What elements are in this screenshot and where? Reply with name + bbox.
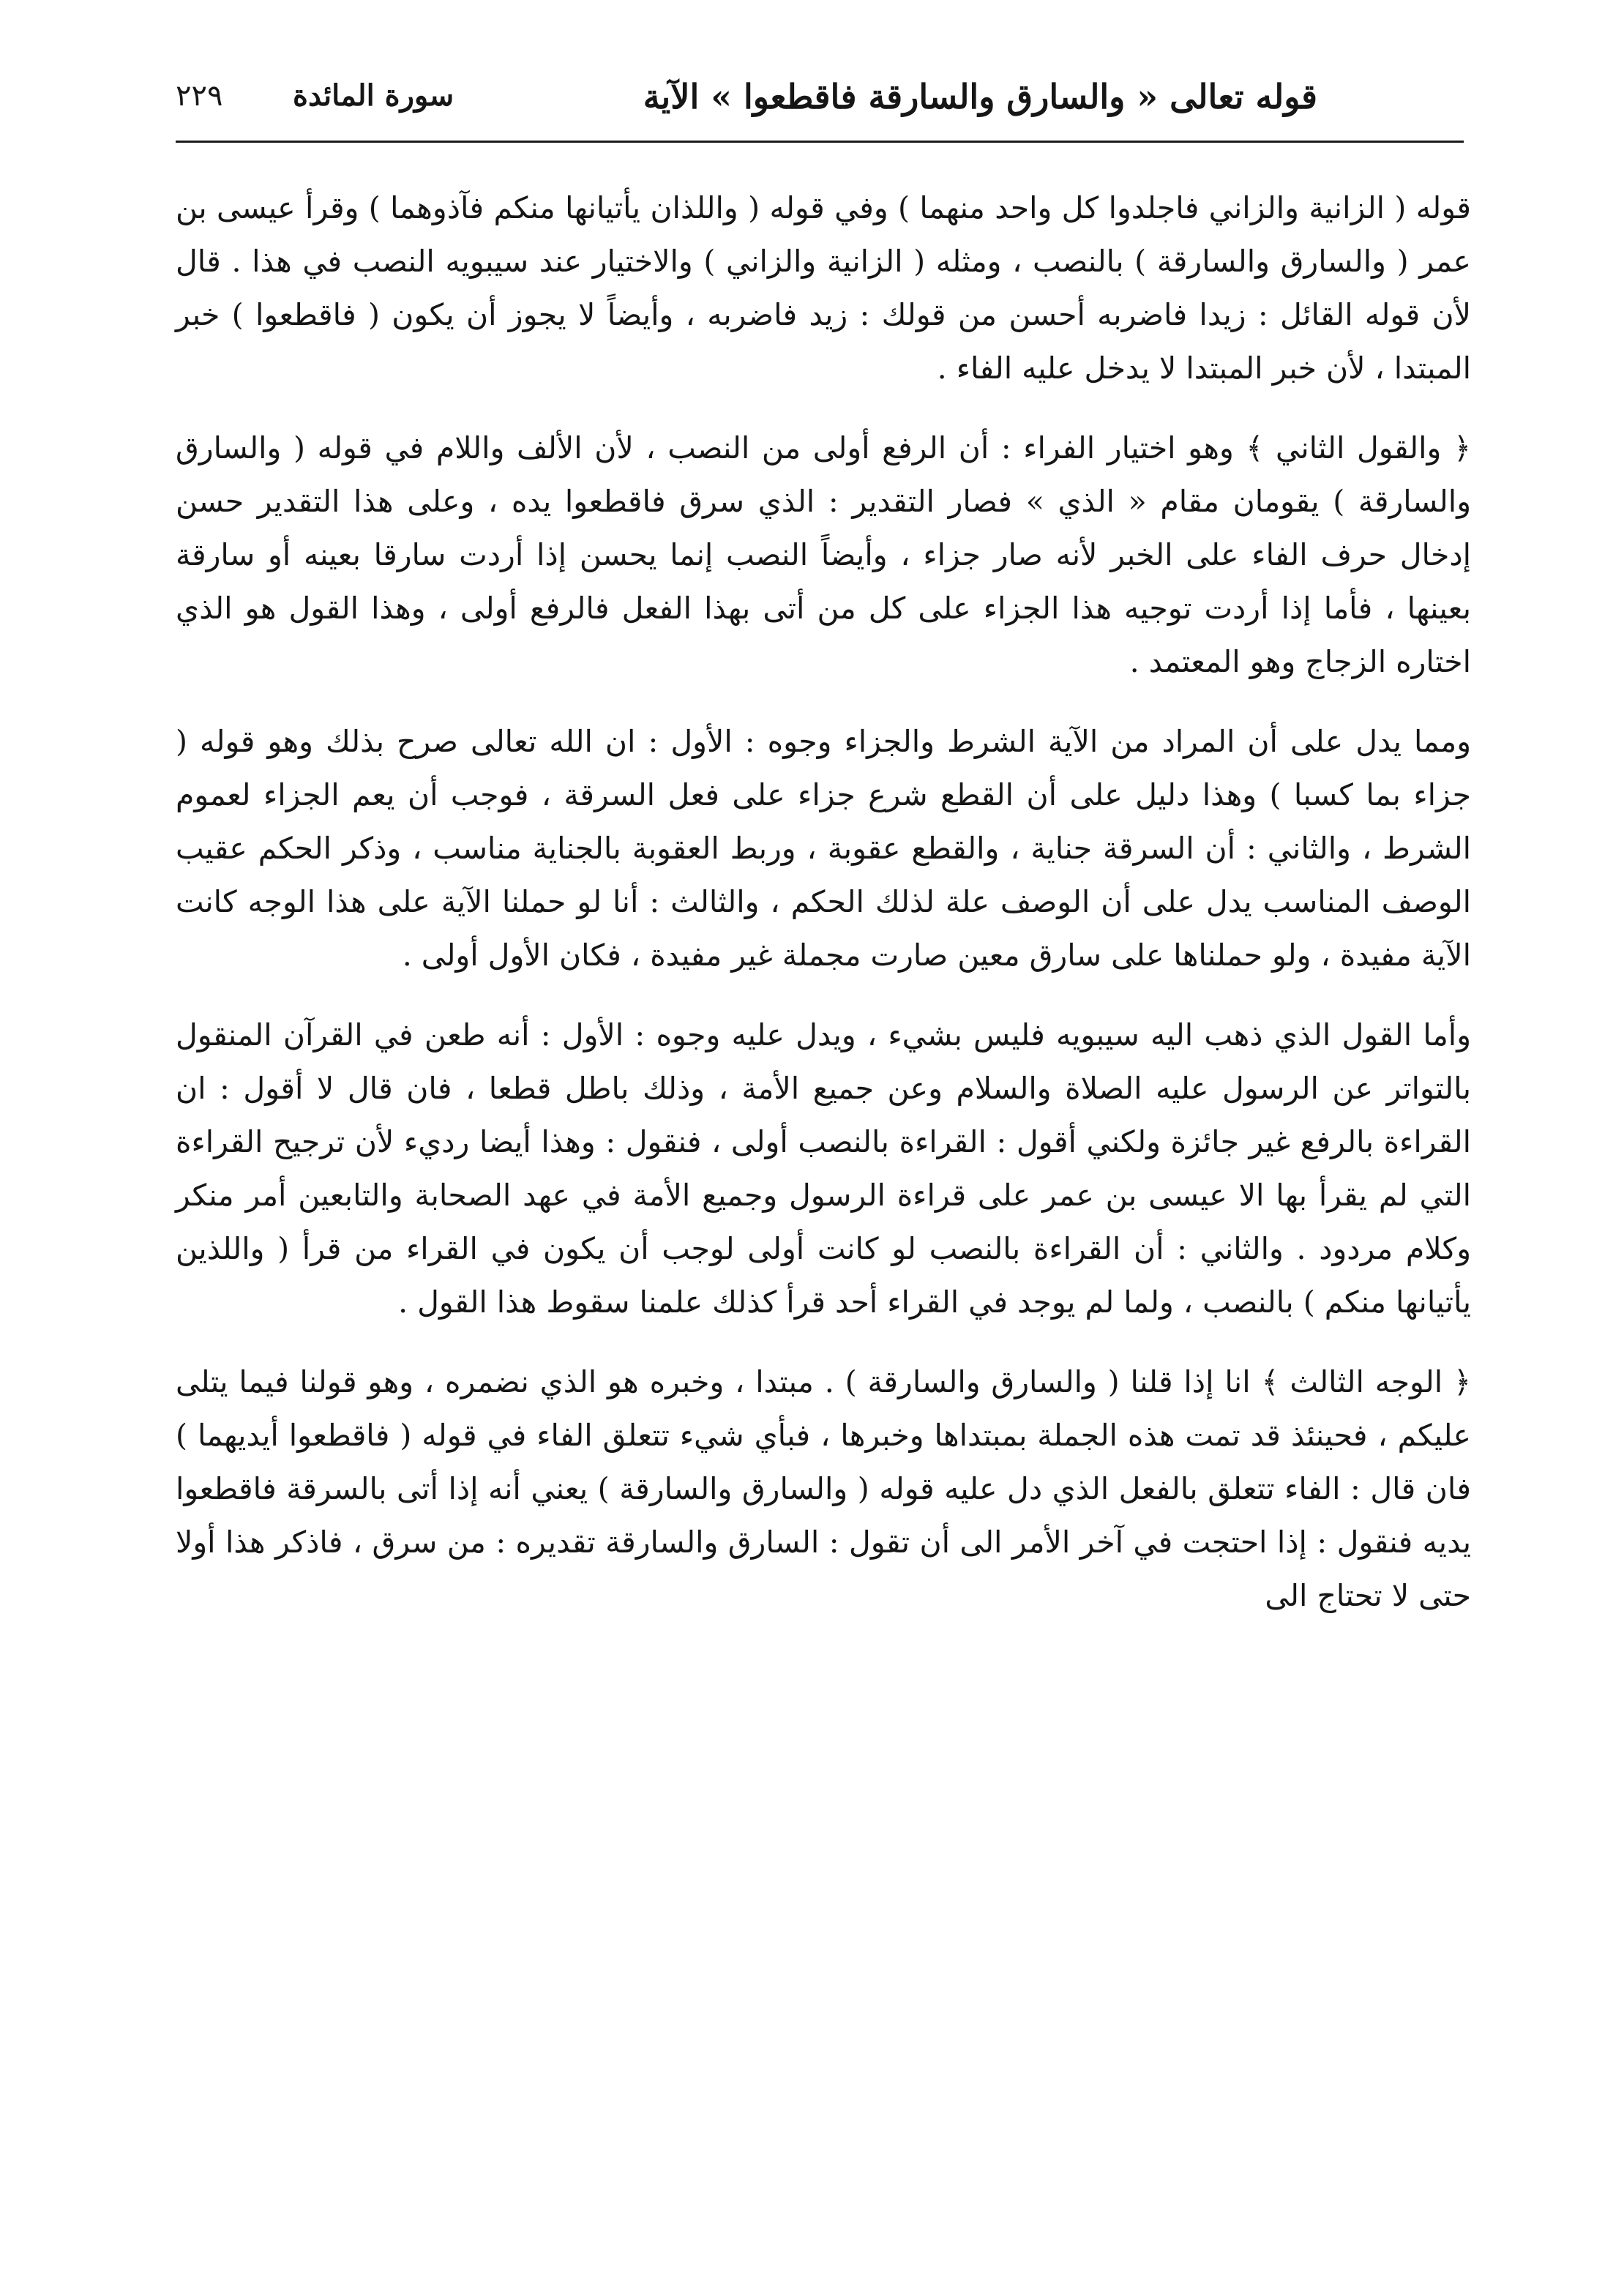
page-number: ٢٢٩ <box>176 79 223 113</box>
paragraph-5: ﴿ الوجه الثالث ﴾ انا إذا قلنا ( والسارق والسارقة ) . مبتدا ، وخبره هو الذي نضمره ، وهو قولنا فيما يتلى عليكم ، فحينئذ قد تمت هذه الجملة بمبتداها وخبرها ، فبأي شيء تتعلق الفاء في قوله ( فاقطعوا أيديهما ) فان قال : الفاء تتعلق بالفعل الذي دل عليه قوله ( والسارق والسارقة ) يعني أنه إذا أتى بالسرقة فاقطعوا يديه فنقول : إذا احتجت في آخر الأمر الى أن تقول : السارق والسارقة تقديره : من سرق ، فاذكر هذا أولا حتى لا تحتاج الى <box>176 1364 1471 1613</box>
surah-name: سورة المائدة <box>293 78 454 113</box>
paragraph-3: ومما يدل على أن المراد من الآية الشرط والجزاء وجوه : الأول : ان الله تعالى صرح بذلك وهو قوله ( جزاء بما كسبا ) وهذا دليل على أن القطع شرع جزاء على فعل السرقة ، فوجب أن يعم الجزاء لعموم الشرط ، والثاني : أن السرقة جناية ، والقطع عقوبة ، وربط العقوبة بالجناية مناسب ، وذكر الحكم عقيب الوصف المناسب يدل على أن الوصف علة لذلك الحكم ، والثالث : أنا لو حملنا الآية على هذا الوجه كانت الآية مفيدة ، ولو حملناها على سارق معين صارت مجملة غير مفيدة ، فكان الأول أولى . <box>176 724 1471 973</box>
header-divider <box>176 141 1464 143</box>
running-title: قوله تعالى « والسارق والسارقة فاقطعوا » الآية <box>643 77 1317 116</box>
main-text <box>176 182 1471 1649</box>
paragraph-2: ﴿ والقول الثاني ﴾ وهو اختيار الفراء : أن الرفع أولى من النصب ، لأن الألف واللام في قوله ( والسارق والسارقة ) يقومان مقام « الذي » فصار التقدير : الذي سرق فاقطعوا يده ، وعلى هذا التقدير حسن إدخال حرف الفاء على الخبر لأنه صار جزاء ، وأيضاً النصب إنما يحسن إذا أردت سارقا بعينه أو سارقة بعينها ، فأما إذا أردت توجيه هذا الجزاء على كل من أتى بهذا الفعل فالرفع أولى ، وهذا القول هو الذي اختاره الزجاج وهو المعتمد . <box>176 430 1471 679</box>
paragraph-1: قوله ( الزانية والزاني فاجلدوا كل واحد منهما ) وفي قوله ( واللذان يأتيانها منكم فآذوهما ) وقرأ عيسى بن عمر ( والسارق والسارقة ) بالنصب ، ومثله ( الزانية والزاني ) والاختيار عند سيبويه النصب في هذا . قال لأن قوله القائل : زيدا فاضربه أحسن من قولك : زيد فاضربه ، وأيضاً لا يجوز أن يكون ( فاقطعوا ) خبر المبتدا ، لأن خبر المبتدا لا يدخل عليه الفاء . <box>176 190 1471 386</box>
paragraph-4: وأما القول الذي ذهب اليه سيبويه فليس بشيء ، ويدل عليه وجوه : الأول : أنه طعن في القرآن المنقول بالتواتر عن الرسول عليه الصلاة والسلام وعن جميع الأمة ، وذلك باطل قطعا ، فان قال لا أقول : ان القراءة بالرفع غير جائزة ولكني أقول : القراءة بالنصب أولى ، فنقول : وهذا أيضا رديء لأن ترجيح القراءة التي لم يقرأ بها الا عيسى بن عمر على قراءة الرسول وجميع الأمة في عهد الصحابة والتابعين أمر منكر وكلام مردود . والثاني : أن القراءة بالنصب لو كانت أولى لوجب أن يكون في القراء من قرأ ( واللذين يأتيانها منكم ) بالنصب ، ولما لم يوجد في القراء أحد قرأ كذلك علمنا سقوط هذا القول . <box>176 1017 1471 1320</box>
page-header <box>176 67 1464 141</box>
